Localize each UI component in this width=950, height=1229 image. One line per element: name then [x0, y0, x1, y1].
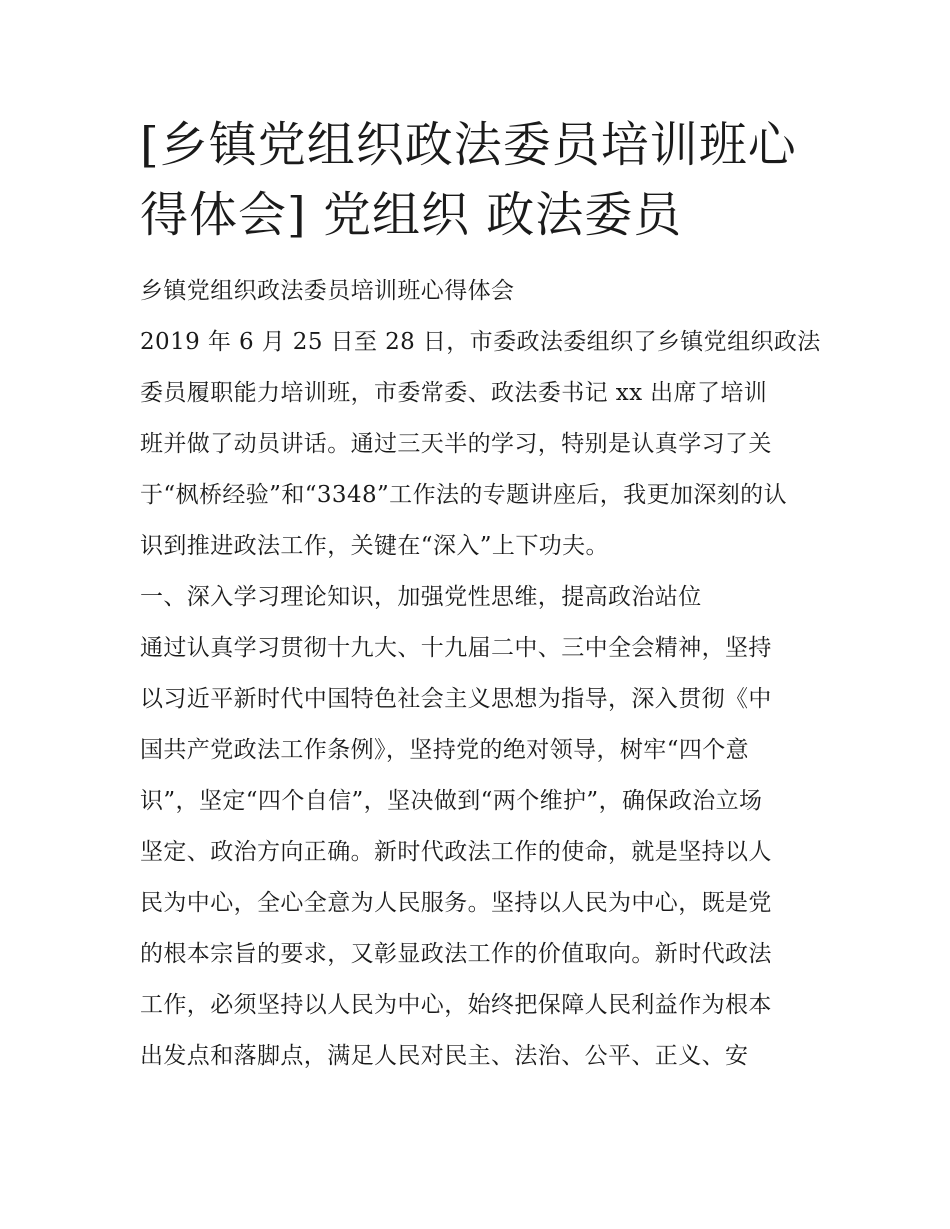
- body-line: 委员履职能力培训班，市委常委、政法委书记 xx 出席了培训: [140, 380, 768, 406]
- body-line: 识”，坚定“四个自信”，坚决做到“两个维护”，确保政治立场: [140, 788, 763, 814]
- body-line: 于“枫桥经验”和“3348”工作法的专题讲座后，我更加深刻的认: [140, 482, 787, 508]
- body-line: 工作，必须坚持以人民为中心，始终把保障人民利益作为根本: [140, 992, 772, 1018]
- body-line: 的根本宗旨的要求，又彰显政法工作的价值取向。新时代政法: [140, 941, 772, 967]
- section-heading: 一、深入学习理论知识，加强党性思维，提高政治站位: [140, 584, 702, 610]
- document-page: [140, 110, 821, 1082]
- body-line: 通过认真学习贯彻十九大、十九届二中、三中全会精神，坚持: [140, 635, 772, 661]
- body-line: 以习近平新时代中国特色社会主义思想为指导，深入贯彻《中: [140, 686, 772, 712]
- body-line: 国共产党政法工作条例》，坚持党的绝对领导，树牢“四个意: [140, 737, 750, 763]
- document-title: [140, 110, 815, 250]
- body-line: 2019 年 6 月 25 日至 28 日，市委政法委组织了乡镇党组织政法: [140, 329, 821, 355]
- body-line: 班并做了动员讲话。通过三天半的学习，特别是认真学习了关: [140, 431, 772, 457]
- document-body: [140, 266, 821, 1082]
- body-line: 民为中心，全心全意为人民服务。坚持以人民为中心，既是党: [140, 890, 772, 916]
- title-line-2: 得体会] 党组织 政法委员: [140, 187, 683, 243]
- title-line-1: [乡镇党组织政法委员培训班心: [140, 117, 797, 173]
- body-line: 出发点和落脚点，满足人民对民主、法治、公平、正义、安: [140, 1043, 749, 1069]
- body-subtitle: 乡镇党组织政法委员培训班心得体会: [140, 278, 515, 304]
- body-line: 识到推进政法工作，关键在“深入”上下功夫。: [140, 533, 609, 559]
- body-line: 坚定、政治方向正确。新时代政法工作的使命，就是坚持以人: [140, 839, 772, 865]
